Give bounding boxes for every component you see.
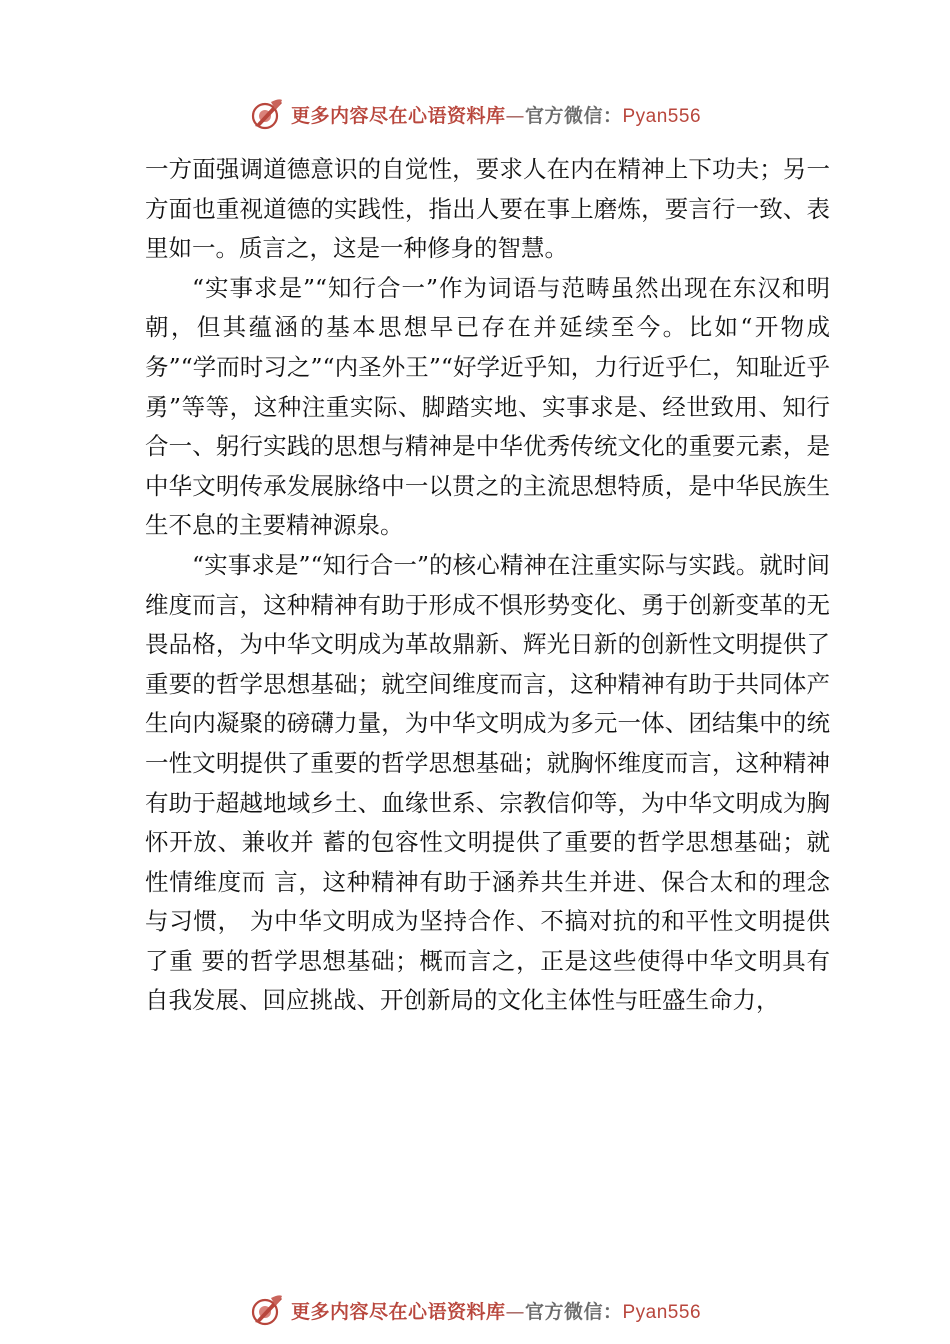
header-separator: — bbox=[505, 104, 525, 127]
header-wechat-id: Pyan556 bbox=[622, 105, 702, 127]
quill-logo-icon bbox=[249, 96, 285, 132]
header-banner-text bbox=[291, 101, 701, 128]
footer-brand: 更多内容尽在心语资料库 bbox=[290, 1300, 506, 1323]
quill-logo-icon bbox=[249, 1292, 285, 1328]
paragraph-3: “实事求是”“知行合一”的核心精神在注重实际与实践。就时间维度而言，这种精神有助于形成不惧形势变化、勇于创新变革的无畏品格，为中华文明成为革故鼎新、辉光日新的创新性文明提供了重要的哲学思想基础；就空间维度而言，这种精神有助于共同体产生向内凝聚的磅礴力量，为中华文明成为多元一体、团结集中的统一性文明提供了重要的哲学思想基础；就胸怀维度而言，这种精神有助于超越地域乡土、血缘世系、宗教信仰等，为中华文明成为胸怀开放、兼收并 蓄的包容性文明提供了重要的哲学思想基础；就性情维度而 言，这种精神有助于涵养共生并进、保合太和的理念与习惯， 为中华文明成为坚持合作、不搞对抗的和平性文明提供了重 要的哲学思想基础；概而言之，正是这些使得中华文明具有 自我发展、回应挑战、开创新局的文化主体性与旺盛生命力， bbox=[145, 550, 830, 1015]
footer-banner-inner bbox=[249, 1292, 701, 1328]
footer-banner bbox=[0, 1290, 950, 1330]
document-body bbox=[145, 150, 830, 1021]
footer-wechat-label: 官方微信： bbox=[524, 1300, 623, 1323]
footer-separator: — bbox=[505, 1300, 525, 1323]
footer-wechat-id: Pyan556 bbox=[622, 1301, 702, 1323]
header-banner bbox=[0, 94, 950, 134]
footer-banner-text bbox=[291, 1297, 701, 1324]
header-banner-inner bbox=[249, 96, 701, 132]
paragraph-1: 一方面强调道德意识的自觉性，要求人在内在精神上下功夫；另一方面也重视道德的实践性，指出人要在事上磨炼，要言行一致、表里如一。质言之，这是一种修身的智慧。 bbox=[145, 155, 830, 263]
header-brand: 更多内容尽在心语资料库 bbox=[290, 104, 506, 127]
header-wechat-label: 官方微信： bbox=[524, 104, 623, 127]
paragraph-2: “实事求是”“知行合一”作为词语与范畴虽然出现在东汉和明朝，但其蕴涵的基本思想早已存在并延续至今。比如“开物成务”“学而时习之”“内圣外王”“好学近乎知，力行近乎仁，知耻近乎勇”等等，这种注重实际、脚踏实地、实事求是、经世致用、知行合一、躬行实践的思想与精神是中华优秀传统文化的重要元素，是中华文明传承发展脉络中一以贯之的主流思想特质，是中华民族生生不息的主要精神源泉。 bbox=[145, 273, 830, 540]
